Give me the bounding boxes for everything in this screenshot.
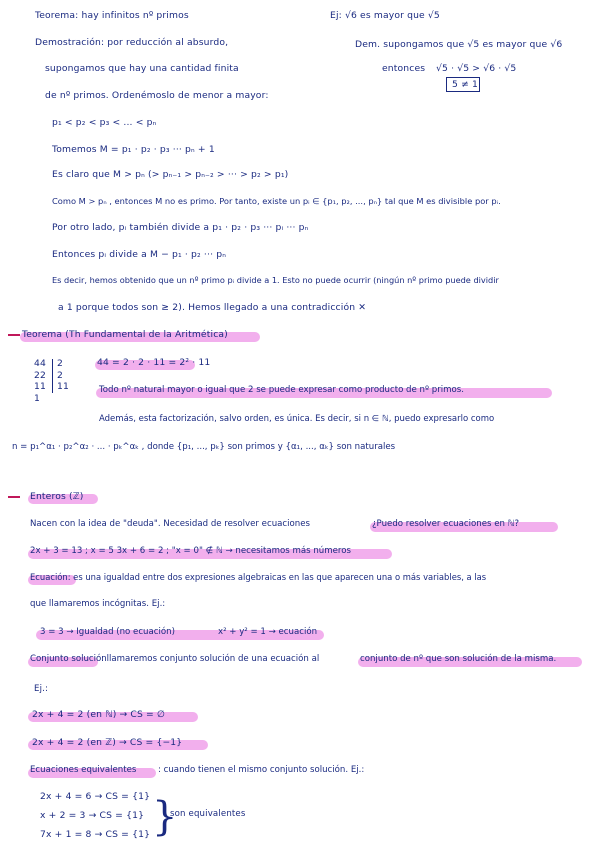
solution-def-end: conjunto de nº que son solución de la misma. bbox=[360, 654, 557, 664]
demo-line-2: supongamos que hay una cantidad finita bbox=[45, 63, 239, 74]
equation-def-2: que llamaremos incógnitas. Ej.: bbox=[30, 599, 166, 609]
side-demo: Dem. supongamos que √5 es mayor que √6 bbox=[355, 39, 563, 50]
side-inequality: √5 · √5 > √6 · √5 bbox=[436, 63, 517, 74]
example-label: Ej: √6 es mayor que √5 bbox=[330, 10, 440, 21]
side-result: 5 ≠ 1 bbox=[452, 79, 478, 90]
fundamental-heading: Teorema (Th Fundamental de la Aritmética) bbox=[22, 329, 228, 340]
section-dash bbox=[8, 496, 20, 498]
fundamental-statement: Todo nº natural mayor o igual que 2 se puede expresar como producto de nº primos. bbox=[99, 385, 464, 395]
equation-def-1: Ecuación: es una igualdad entre dos expresiones algebraicas en las que aparecen una o más variables, a las bbox=[30, 572, 487, 582]
equation-example-b: x² + y² = 1 → ecuación bbox=[218, 627, 318, 637]
demo-is-2: a 1 porque todos son ≥ 2). Hemos llegado a una contradicción ✕ bbox=[58, 302, 367, 313]
equivalent-def: : cuando tienen el mismo conjunto solución. Ej.: bbox=[158, 765, 365, 775]
integers-examples: 2x + 3 = 13 ; x = 5 3x + 6 = 2 ; "x = 0" ∉ ℕ → necesitamos más números bbox=[30, 546, 351, 556]
side-then: entonces bbox=[382, 63, 426, 74]
factor-equation: 44 = 2 · 2 · 11 = 2² · 11 bbox=[97, 357, 211, 368]
solution-def: : llamaremos conjunto solución de una ecuación al bbox=[101, 654, 320, 664]
example-integers: 2x + 4 = 2 (en ℤ) → CS = {−1} bbox=[32, 737, 183, 748]
demo-is-1: Es decir, hemos obtenido que un nº primo pᵢ divide a 1. Esto no puede ocurrir (ningún nº primo puede dividir bbox=[52, 275, 499, 285]
integers-question: ¿Puedo resolver ecuaciones en ℕ? bbox=[372, 519, 520, 529]
solution-label: Conjunto solución bbox=[30, 654, 107, 664]
factor-divider bbox=[52, 359, 53, 393]
equivalent-label: Ecuaciones equivalentes bbox=[30, 765, 137, 775]
theorem-title: Teorema: hay infinitos nº primos bbox=[35, 10, 189, 21]
integers-origin: Nacen con la idea de "deuda". Necesidad de resolver ecuaciones bbox=[30, 519, 310, 529]
uniqueness: Además, esta factorización, salvo orden, es única. Es decir, si n ∈ ℕ, puedo expresarlo como bbox=[99, 414, 495, 424]
demo-then: Entonces pᵢ divide a M − p₁ · p₂ ··· pₙ bbox=[52, 249, 227, 260]
demo-take: Tomemos M = p₁ · p₂ · p₃ ··· pₙ + 1 bbox=[52, 144, 215, 155]
equivalent-row: 7x + 1 = 8 → CS = {1} bbox=[40, 829, 151, 840]
integers-heading: Enteros (ℤ) bbox=[30, 491, 84, 502]
right-brace: } bbox=[152, 794, 178, 840]
factor-col-2: 2 2 11 bbox=[57, 358, 69, 392]
demo-line-3: de nº primos. Ordenémoslo de menor a mayor: bbox=[45, 90, 269, 101]
example-label-2: Ej.: bbox=[34, 684, 49, 694]
equation-example-a: 3 = 3 → Igualdad (no ecuación) bbox=[40, 627, 175, 637]
equivalent-note: son equivalentes bbox=[170, 809, 246, 819]
example-naturals: 2x + 4 = 2 (en ℕ) → CS = ∅ bbox=[32, 709, 166, 720]
demo-line-1: Demostración: por reducción al absurdo, bbox=[35, 37, 229, 48]
demo-as: Como M > pₙ , entonces M no es primo. Por tanto, existe un pᵢ ∈ {p₁, p₂, ..., pₙ} tal que M es divisible por pᵢ. bbox=[52, 196, 501, 206]
equivalent-row: x + 2 = 3 → CS = {1} bbox=[40, 810, 145, 821]
demo-other: Por otro lado, pᵢ también divide a p₁ · p₂ · p₃ ··· pᵢ ··· pₙ bbox=[52, 222, 309, 233]
equivalent-row: 2x + 4 = 6 → CS = {1} bbox=[40, 791, 151, 802]
factor-col-1: 44 22 11 1 bbox=[34, 358, 46, 404]
section-dash bbox=[8, 334, 20, 336]
demo-ordered: p₁ < p₂ < p₃ < ... < pₙ bbox=[52, 117, 157, 128]
side-result-box bbox=[446, 77, 480, 92]
factorization-formula: n = p₁^α₁ · p₂^α₂ · ... · pₖ^αₖ , donde {p₁, ..., pₖ} son primos y {α₁, ..., αₖ} son naturales bbox=[12, 442, 396, 452]
demo-clear: Es claro que M > pₙ (> pₙ₋₁ > pₙ₋₂ > ··· > p₂ > p₁) bbox=[52, 169, 289, 180]
